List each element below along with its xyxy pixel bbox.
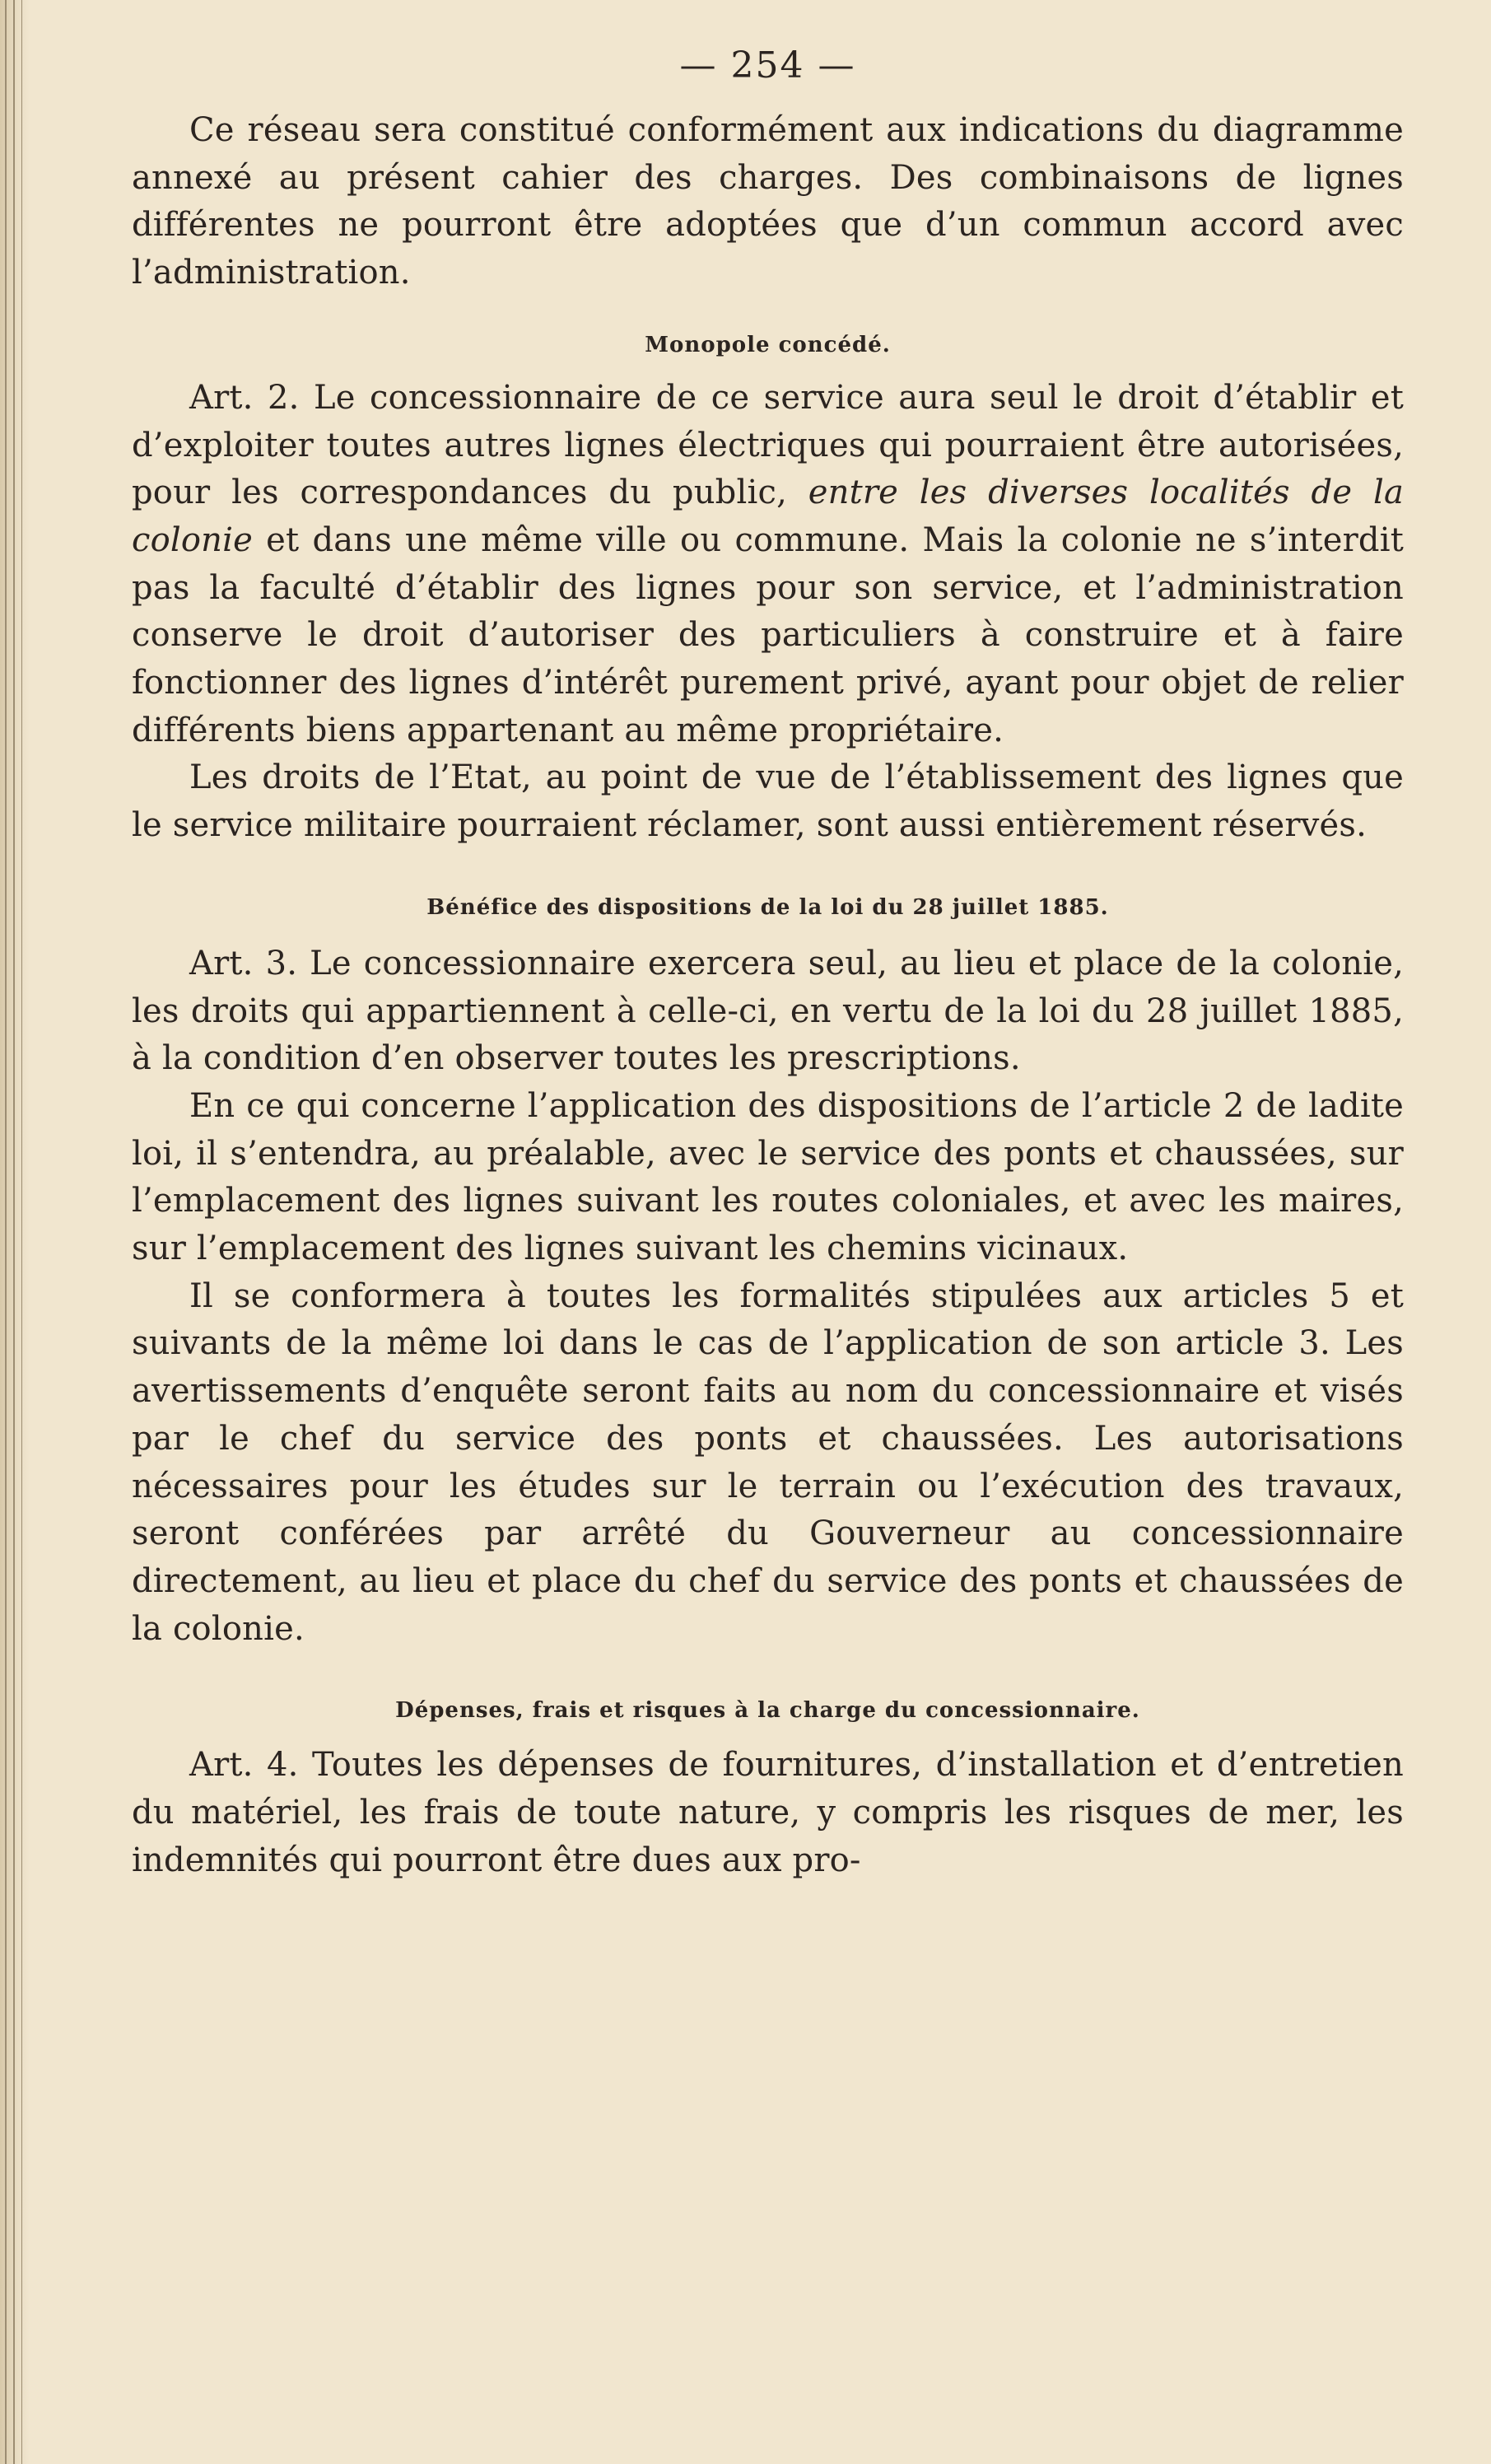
article-2-label: Art. 2. <box>189 378 300 417</box>
article-4-paragraph <box>132 1742 1404 1884</box>
state-rights-paragraph: Les droits de l’Etat, au point de vue de l’établissement des lignes que le service militaire pourraient réclamer, sont aussi entièrement réservés. <box>132 758 1404 845</box>
article-2-paragraph <box>132 375 1404 755</box>
page-text-column <box>132 43 1404 1885</box>
intro-paragraph: Ce réseau sera constitué conformément aux indications du diagramme annexé au présent cahier des charges. Des combinaisons de lignes différentes ne pourront être adoptées que d’un commun accord avec l’administration. <box>132 111 1404 292</box>
edge-line <box>21 0 22 2464</box>
article-2-emphasis: entre les diverses localités de la colonie <box>132 474 1404 559</box>
article-3-text: Le concessionnaire exercera seul, au lieu et place de la colonie, les droits qui appartiennent à celle-ci, en vertu de la loi du 28 juillet 1885, à la condition d’en observer toutes les prescriptions. <box>132 944 1404 1078</box>
section-heading-monopole: Monopole concédé. <box>645 332 891 357</box>
article-3-paragraph <box>132 940 1404 1083</box>
edge-line <box>13 0 15 2464</box>
application-paragraph: En ce qui concerne l’application des dispositions de l’article 2 de ladite loi, il s’entendra, au préalable, avec le service des ponts et chaussées, sur l’emplacement des lignes suivant les routes coloniales, et avec les maires, sur l’emplacement des lignes suivant les chemins vicinaux. <box>132 1086 1404 1268</box>
formalities-paragraph: Il se conformera à toutes les formalités stipulées aux articles 5 et suivants de la même loi dans le cas de l’application de son article 3. Les avertissements d’enquête seront faits au nom du concessionnaire et visés par le chef du service des ponts et chaussées. Les autorisations nécessaires pour les études sur le terrain ou l’exécution des travaux, seront conférées par arrêté du Gouverneur au concessionnaire directement, au lieu et place du chef du service des ponts et chaussées de la colonie. <box>132 1276 1404 1648</box>
article-2-text: Le concessionnaire de ce service aura seul le droit d’établir et d’exploiter toutes autres lignes électriques qui pourraient être autorisées, pour les correspondances du public, <box>132 378 1404 512</box>
edge-line <box>5 0 7 2464</box>
article-4-text: Toutes les dépenses de fournitures, d’installation et d’entretien du matériel, les frais de toute nature, y compris les risques de mer, les indemnités qui pourront être dues aux pro- <box>132 1746 1404 1879</box>
article-2-text-continued: et dans une même ville ou commune. Mais la colonie ne s’interdit pas la faculté d’établir des lignes pour son service, et l’administration conserve le droit d’autoriser des particuliers à construire et à faire fonctionner des lignes d’intérêt purement privé, ayant pour objet de relier différents biens appartenant au même propriétaire. <box>132 520 1404 749</box>
article-3-label: Art. 3. <box>189 944 298 982</box>
article-4-label: Art. 4. <box>189 1746 299 1785</box>
section-heading-depenses: Dépenses, frais et risques à la charge du concessionnaire. <box>395 1698 1140 1724</box>
page-number: — 254 — <box>679 44 856 86</box>
page-binding-edge <box>0 0 30 2464</box>
section-heading-benefice: Bénéfice des dispositions de la loi du 28 juillet 1885. <box>426 894 1109 920</box>
